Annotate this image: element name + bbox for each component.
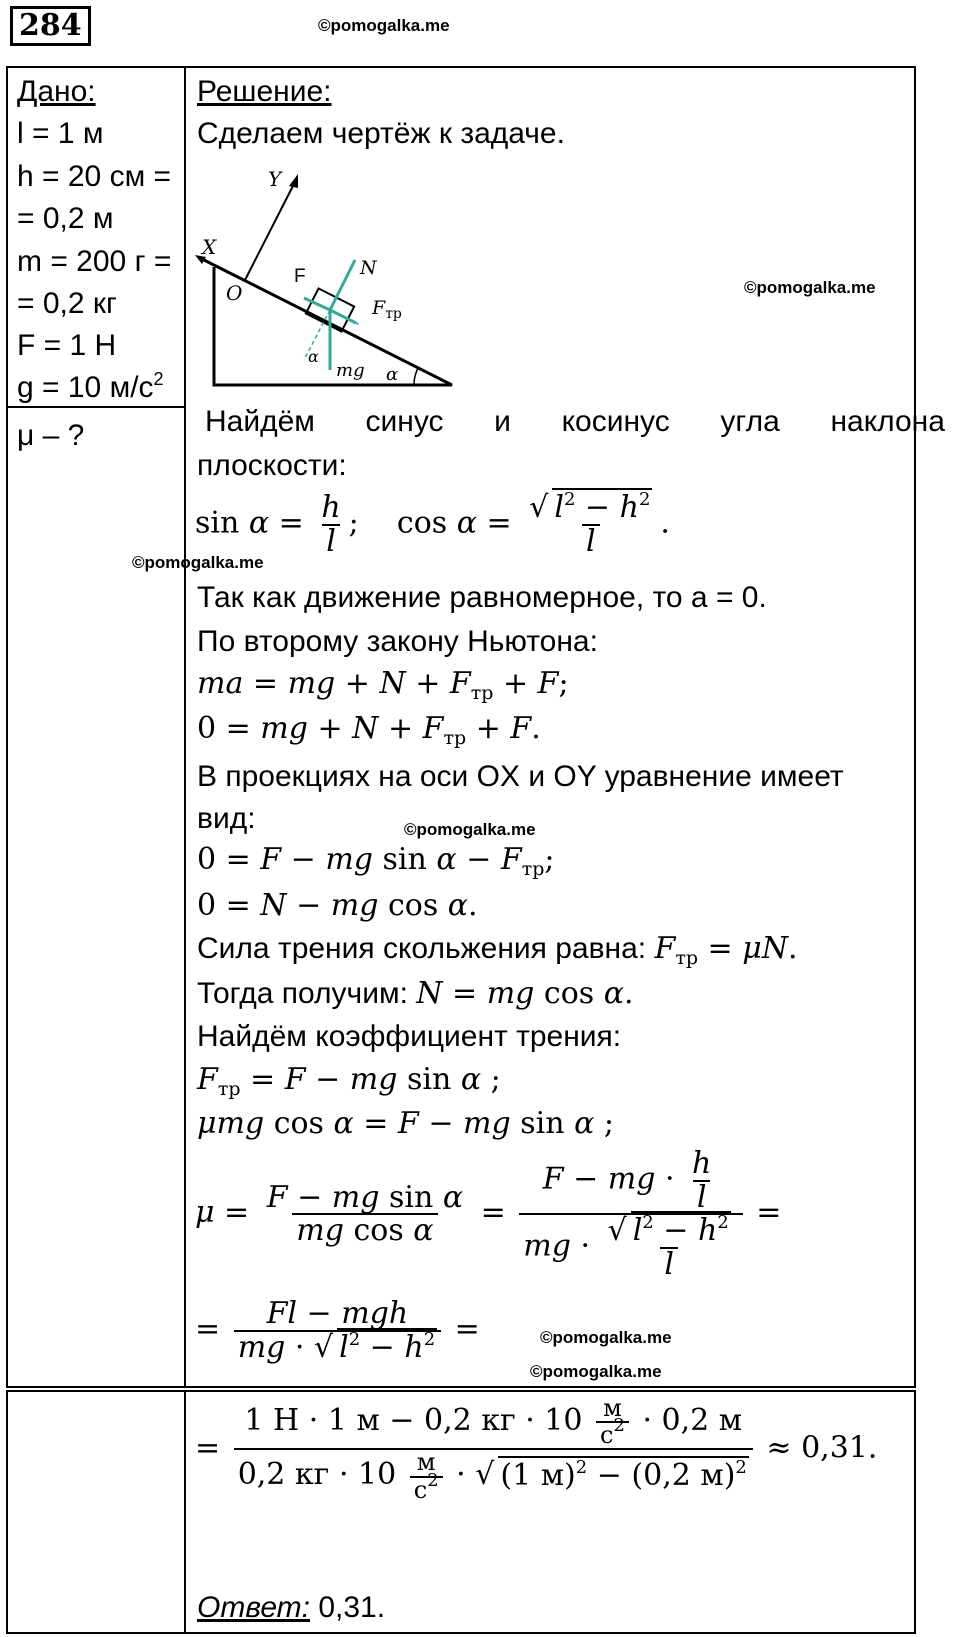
eq-mu-3: = $\frac{\text{Fl − mgh}}{mg \cdot √ l^2 - h^2}$ = bbox=[195, 1296, 480, 1365]
projections-line-2: вид: bbox=[197, 802, 256, 835]
label-f: F bbox=[294, 266, 306, 287]
incline-diagram bbox=[190, 160, 480, 395]
problem-number: 284 bbox=[10, 6, 91, 46]
uniform-motion: Так как движение равномерное, то a = 0. bbox=[197, 581, 767, 614]
watermark: ©pomogalka.me bbox=[132, 553, 264, 572]
find-sincos-line-2: плоскости: bbox=[197, 449, 347, 482]
label-mg: mg bbox=[336, 360, 365, 381]
watermark: ©pomogalka.me bbox=[318, 16, 450, 35]
given-line: g = 10 $м/с^2$ bbox=[17, 369, 164, 404]
eq-proj-x: 0 = F − mg $\sin \alpha - F_{тр}$; bbox=[197, 842, 555, 880]
projections-line-1: В проекциях на оси OX и OY уравнение имеет bbox=[197, 760, 844, 793]
label-alpha-2: α bbox=[386, 364, 399, 385]
eq-mu-2: μ = $\frac{\text{F − mg sin α}}{\text{mg cos α}}$ = F − mg · $\frac{h}{l}$ mg · $\frac{√ l^2 - h^2}{l}$ = bbox=[195, 1146, 782, 1282]
solution-header: Решение: bbox=[197, 75, 332, 108]
find-sincos-line: Найдём синус и косинус угла наклона bbox=[205, 405, 945, 438]
given-line: m = 200 г = bbox=[17, 245, 172, 278]
eq-newton-2: 0 = mg + $N + F_{тр} + F$. bbox=[197, 711, 541, 749]
label-alpha-1: α bbox=[308, 347, 319, 366]
eq-newton-1: ma = mg + $N + F_{тр} + F$; bbox=[197, 666, 569, 704]
friction-line: Сила трения скольжения равна: $F_{тр} = \mu N$. bbox=[197, 931, 798, 969]
eq-mu-1: μmg cos α = F − mg sin α ; bbox=[197, 1106, 614, 1141]
watermark: ©pomogalka.me bbox=[540, 1328, 672, 1347]
watermark: ©pomogalka.me bbox=[404, 820, 536, 839]
watermark: ©pomogalka.me bbox=[744, 278, 876, 297]
label-y: Y bbox=[268, 167, 282, 191]
label-ftr: $F_{тр}$ bbox=[372, 297, 402, 322]
watermark: ©pomogalka.me bbox=[530, 1362, 662, 1381]
given-header: Дано: bbox=[17, 75, 96, 108]
label-o: O bbox=[226, 281, 243, 305]
eq-proj-y: 0 = N − mg cos α. bbox=[197, 888, 478, 923]
newton-law: По второму закону Ньютона: bbox=[197, 625, 598, 658]
then-line: Тогда получим: N = mg cos α. bbox=[197, 976, 634, 1011]
solution-intro: Сделаем чертёж к задаче. bbox=[197, 117, 565, 150]
find-quantity: μ – ? bbox=[17, 419, 85, 452]
label-x: X bbox=[202, 235, 217, 259]
eq-final: = 1 Н · 1 м − 0,2 кг · 10 $\frac{м}{с^2}$ · 0,2 м 0,2 кг · 10 $\frac{м}{с^2}$ · √ (1 м)$^2$ − (0,2 м)$^2$ ≈ 0,31. bbox=[195, 1394, 878, 1504]
eq-ftr: $F_{тр} = F$ − mg sin α ; bbox=[197, 1062, 501, 1100]
given-line: = 0,2 кг bbox=[17, 287, 117, 320]
sincos-formula: sin α = $\frac{h}{l}$ ; cos α = $\frac{√ l^2 - h^2}{l}$ . bbox=[195, 489, 670, 559]
given-line: = 0,2 м bbox=[17, 202, 114, 235]
given-line: l = 1 м bbox=[17, 117, 104, 150]
answer-line: Ответ: 0,31. bbox=[197, 1591, 386, 1624]
coef-line: Найдём коэффициент трения: bbox=[197, 1020, 622, 1053]
given-line: F = 1 Н bbox=[17, 329, 117, 362]
given-line: h = 20 см = bbox=[17, 160, 172, 193]
label-n: N bbox=[360, 257, 377, 279]
